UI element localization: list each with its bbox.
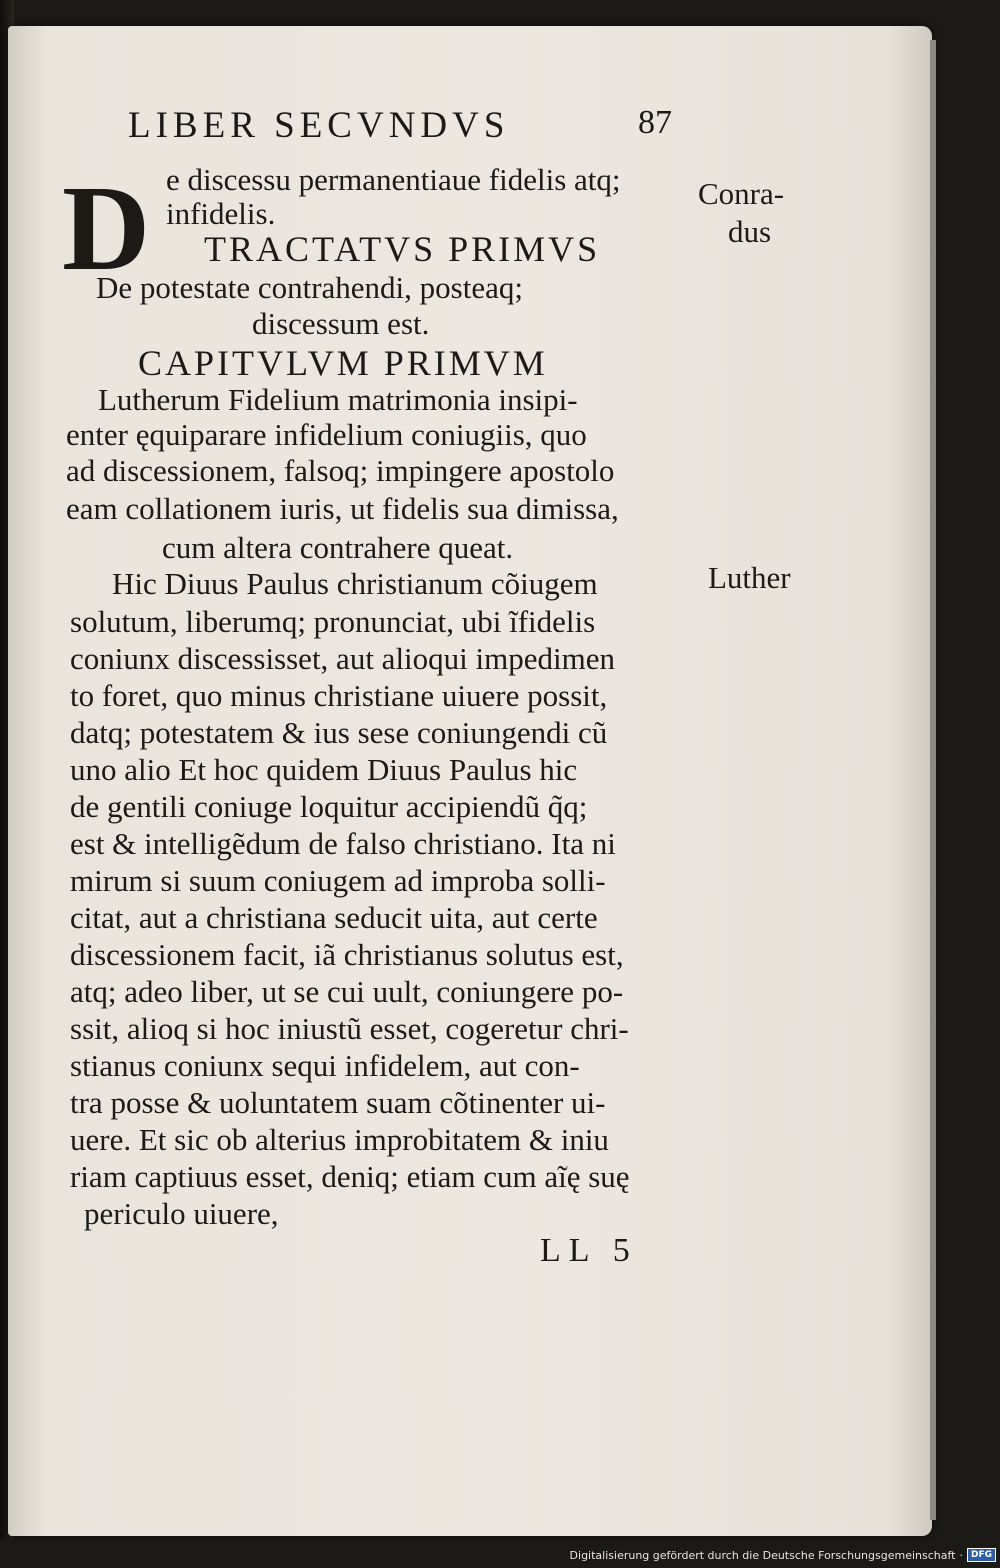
signature-mark: LL 5 <box>540 1232 638 1269</box>
running-title: LIBER SECVNDVS <box>128 105 510 146</box>
subtitle-line-1: De potestate contrahendi, posteaq; <box>96 270 523 305</box>
capitulum-heading: CAPITVLVM PRIMVM <box>138 343 548 383</box>
subtitle-line-2: discessum est. <box>252 306 430 341</box>
body-line: riam captiuus esset, deniq; etiam cum aĩę suę <box>70 1159 630 1194</box>
body-line: de gentili coniuge loquitur accipiendũ q̃q; <box>70 789 588 824</box>
body-line: Hic Diuus Paulus christianum cõiugem <box>112 566 598 601</box>
body-line: coniunx discessisset, aut alioqui impedimen <box>70 641 615 676</box>
heading-line-1: e discessu permanentiaue fidelis atq; <box>166 162 621 197</box>
body-line: mirum si suum coniugem ad improba solli- <box>70 863 606 898</box>
body-line: periculo uiuere, <box>84 1196 279 1231</box>
page-edge <box>930 40 936 1520</box>
footer-text: Digitalisierung gefördert durch die Deutsche Forschungsgemeinschaft <box>569 1548 956 1562</box>
footer-separator: · <box>959 1548 963 1562</box>
body-line: discessionem facit, iã christianus solutus est, <box>70 937 624 972</box>
body-line: ssit, alioq si hoc iniustũ esset, cogeretur chri- <box>70 1011 629 1046</box>
page-number: 87 <box>638 104 672 141</box>
tractatus-heading: TRACTATVS PRIMVS <box>204 229 601 269</box>
body-line: tra posse & uoluntatem suam cõtinenter ui- <box>70 1085 606 1120</box>
summary-line: Lutherum Fidelium matrimonia insipi- <box>98 382 578 417</box>
body-line: est & intelligẽdum de falso christiano. Ita ni <box>70 826 616 861</box>
body-line: datq; potestatem & ius sese coniungendi cũ <box>70 715 608 750</box>
body-line: uere. Et sic ob alterius improbitatem & iniu <box>70 1122 609 1157</box>
body-line: atq; adeo liber, ut se cui uult, coniungere po- <box>70 974 624 1009</box>
margin-note-luther: Luther <box>708 560 791 595</box>
margin-note-conradus-line-1: Conra- <box>698 176 785 211</box>
margin-note-conradus-line-2: dus <box>728 214 772 249</box>
heading-line-2: infidelis. <box>166 196 276 231</box>
summary-line: cum altera contrahere queat. <box>162 530 514 565</box>
summary-line: enter ęquiparare infidelium coniugiis, quo <box>66 417 587 452</box>
digitization-footer <box>570 1546 996 1564</box>
dfg-logo-icon: DFG <box>967 1548 996 1562</box>
body-line: uno alio Et hoc quidem Diuus Paulus hic <box>70 752 578 787</box>
body-line: stianus coniunx sequi infidelem, aut con- <box>70 1048 580 1083</box>
body-line: citat, aut a christiana seducit uita, aut certe <box>70 900 598 935</box>
summary-line: ad discessionem, falsoq; impingere apostolo <box>66 453 615 488</box>
summary-line: eam collationem iuris, ut fidelis sua dimissa, <box>66 491 619 526</box>
drop-cap-initial: D <box>62 161 151 296</box>
body-line: solutum, liberumq; pronunciat, ubi ĩfidelis <box>70 604 596 639</box>
body-line: to foret, quo minus christiane uiuere possit, <box>70 678 608 713</box>
